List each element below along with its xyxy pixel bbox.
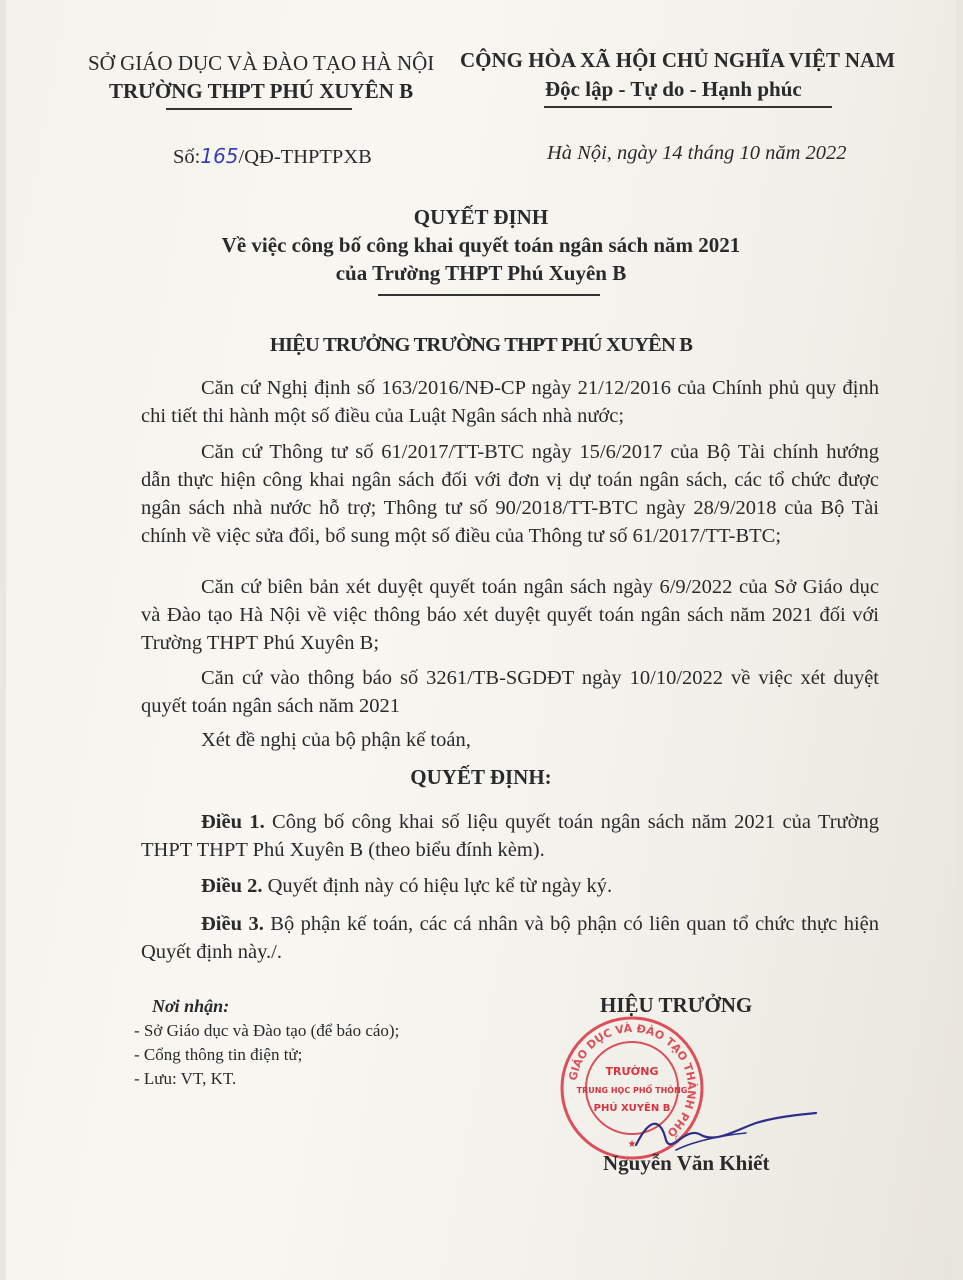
recipient-item: - Lưu: VT, KT. bbox=[134, 1069, 237, 1088]
header-right-underline bbox=[544, 106, 832, 108]
stamp-line2: TRUNG HỌC PHỔ THÔNG bbox=[576, 1086, 688, 1095]
recipient-item: - Sở Giáo dục và Đào tạo (để báo cáo); bbox=[134, 1021, 400, 1040]
article-3: Điều 3. Bộ phận kế toán, các cá nhân và bộ phận có liên quan tổ chức thực hiện Quyết định này./. bbox=[141, 913, 879, 963]
number-suffix: /QĐ-THPTPXB bbox=[238, 146, 372, 168]
ground-5: Xét đề nghị của bộ phận kế toán, bbox=[201, 729, 471, 751]
issuing-authority: HIỆU TRƯỞNG TRƯỜNG THPT PHÚ XUYÊN B bbox=[269, 334, 693, 356]
signer-name: Nguyễn Văn Khiết bbox=[603, 1151, 770, 1175]
signer-role: HIỆU TRƯỞNG bbox=[600, 993, 753, 1017]
ground-3: Căn cứ biên bản xét duyệt quyết toán ngân sách ngày 6/9/2022 của Sở Giáo dục và Đào tạo Hà Nội về việc thông báo xét duyệt quyết toán ngân sách năm 2021 đối với Trường THPT Phú Xuyên B; bbox=[141, 576, 879, 654]
article-1: Điều 1. Công bố công khai số liệu quyết toán ngân sách năm 2021 của Trường THPT THPT Phú Xuyên B (theo biểu đính kèm). bbox=[141, 811, 879, 861]
recipient-item: - Cổng thông tin điện tử; bbox=[134, 1045, 303, 1064]
document-subject-line2: của Trường THPT Phú Xuyên B bbox=[335, 261, 627, 285]
header-republic: CỘNG HÒA XÃ HỘI CHỦ NGHĨA VIỆT NAM bbox=[460, 48, 896, 72]
ground-4: Căn cứ vào thông báo số 3261/TB-SGDĐT ngày 10/10/2022 về việc xét duyệt quyết toán ngân sách năm 2021 bbox=[141, 667, 879, 717]
document-page bbox=[6, 0, 956, 1280]
stamp-ring-text: GIÁO DỤC VÀ ĐÀO TẠO THÀNH PHỐ bbox=[566, 1021, 699, 1140]
stamp-line1: TRƯỜNG bbox=[605, 1065, 659, 1078]
date-line: Hà Nội, ngày 14 tháng 10 năm 2022 bbox=[547, 142, 847, 164]
document-subject-line1: Về việc công bố công khai quyết toán ngân sách năm 2021 bbox=[221, 233, 741, 257]
number-prefix: Số: bbox=[173, 146, 201, 168]
article-2: Điều 2. Quyết định này có hiệu lực kể từ ngày ký. bbox=[201, 875, 613, 897]
stamp-line3: PHÚ XUYÊN B bbox=[593, 1103, 671, 1114]
title-underline bbox=[378, 294, 600, 296]
stamp-star-icon: ★ bbox=[627, 1139, 637, 1150]
ground-2: Căn cứ Thông tư số 61/2017/TT-BTC ngày 15/6/2017 của Bộ Tài chính hướng dẫn thực hiện công khai ngân sách đối với đơn vị dự toán ngân sách, các tổ chức được ngân sách nhà nước hỗ trợ; Thông tư số 90/2018/TT-BTC ngày 28/9/2018 của Bộ Tài chính về việc sửa đổi, bổ sung một số điều của Thông tư số 61/2017/TT-BTC; bbox=[141, 441, 879, 547]
recipients-heading: Nơi nhận: bbox=[152, 996, 230, 1016]
number-handwritten: 165 bbox=[200, 144, 239, 168]
ground-1: Căn cứ Nghị định số 163/2016/NĐ-CP ngày 21/12/2016 của Chính phủ quy định chi tiết thi hành một số điều của Luật Ngân sách nhà nước; bbox=[141, 377, 879, 427]
document-number bbox=[173, 144, 372, 169]
decision-heading: QUYẾT ĐỊNH: bbox=[410, 765, 552, 789]
header-school: TRƯỜNG THPT PHÚ XUYÊN B bbox=[109, 79, 414, 103]
header-ministry: SỞ GIÁO DỤC VÀ ĐÀO TẠO HÀ NỘI bbox=[88, 51, 435, 75]
header-motto: Độc lập - Tự do - Hạnh phúc bbox=[545, 77, 802, 101]
document-title: QUYẾT ĐỊNH bbox=[413, 205, 549, 229]
header-left-underline bbox=[166, 108, 352, 110]
